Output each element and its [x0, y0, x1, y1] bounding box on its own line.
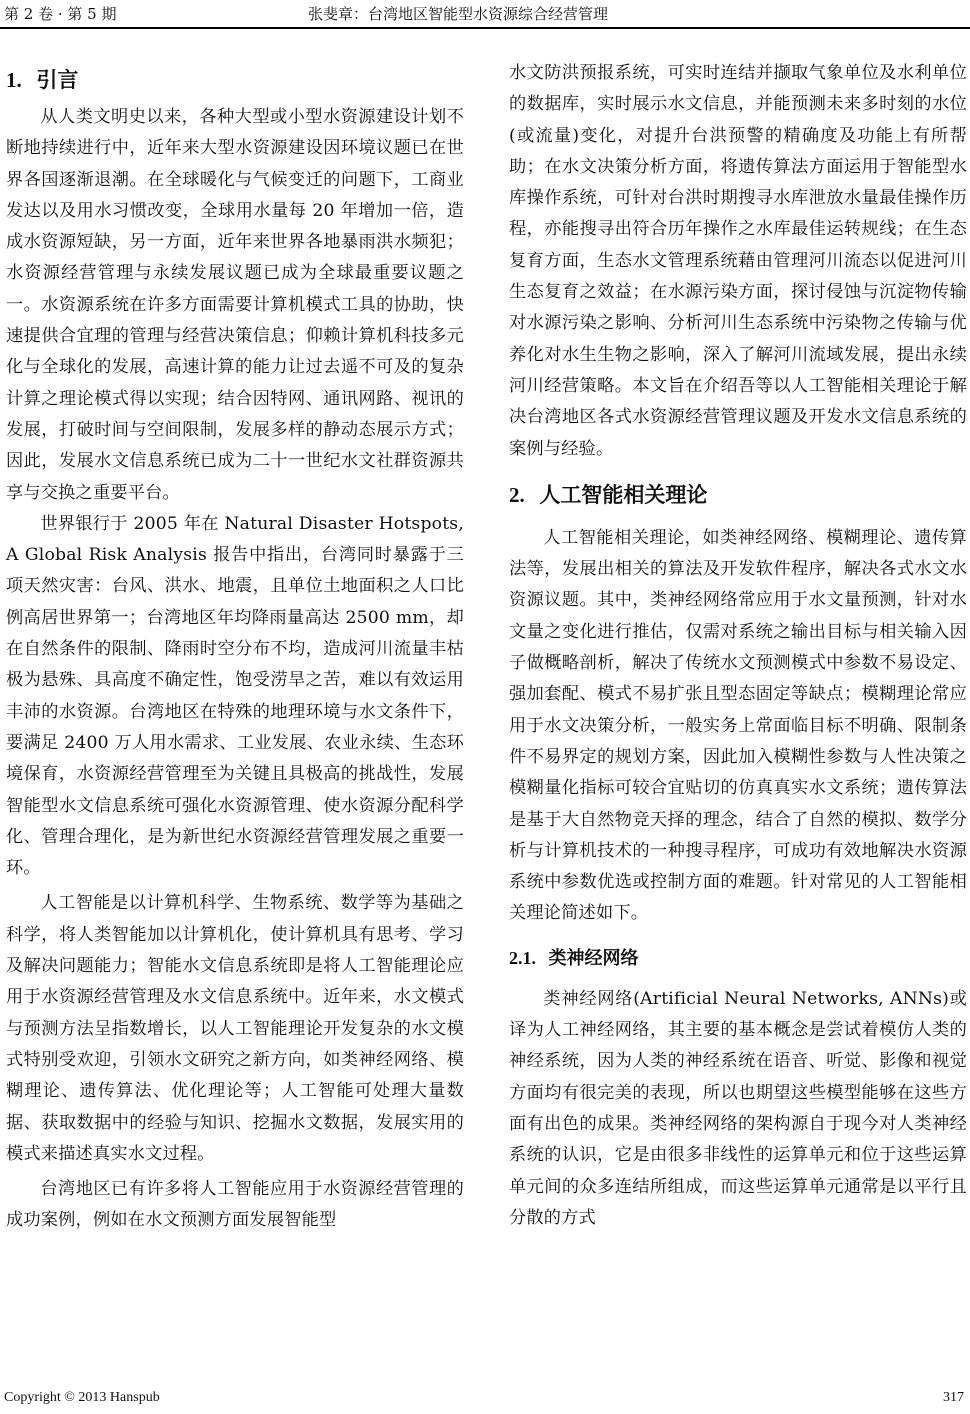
paragraph-intro-3: 人工智能是以计算机科学、生物系统、数学等为基础之科学，将人类智能加以计算机化，使计算机具有思考、学习及解决问题能力；智能水文信息系统即是将人工智能理论应用于水资源经营管理及水文信息系统中。近年来，水文模式与预测方法呈指数增长，以人工智能理论开发复杂的水文模式特别受欢迎，引领水文研究之新方向，如类神经网络、模糊理论、遗传算法、优化理论等；人工智能可处理大量数据、获取数据中的经验与知识、挖掘水文数据，发展实用的模式来描述真实水文过程。 [6, 893, 464, 1164]
subsection-title: 类神经网络 [548, 947, 639, 969]
right-column [509, 58, 967, 1234]
paragraph-intro-4-continued: 水文防洪预报系统，可实时连结并撷取气象单位及水利单位的数据库，实时展示水文信息，并能预测未来多时刻的水位(或流量)变化，对提升台洪预警的精确度及功能上有所帮助；在水文决策分析方面，将遗传算法方面运用于智能型水库操作系统，可针对台洪时期搜寻水库泄放水量最佳操作历程，亦能搜寻出符合历年操作之水库最佳运转规线；在生态复育方面，生态水文管理系统藉由管理河川流态以促进河川生态复育之效益；在水源污染方面，探讨侵蚀与沉淀物传输对水源污染之影响、分析河川生态系统中污染物之传输与优养化对水生生物之影响，深入了解河川流域发展，提出永续河川经营策略。本文旨在介绍吾等以人工智能相关理论于解决台湾地区各式水资源经营管理议题及开发水文信息系统的案例与经验。 [509, 63, 967, 459]
left-column [6, 58, 464, 1237]
subsection-heading-ann [509, 944, 967, 970]
paragraph-ann: 类神经网络(Artificial Neural Networks, ANNs)或译为人工神经网络，其主要的基本概念是尝试着模仿人类的神经系统，因为人类的神经系统在语音、听觉、影像和视觉方面均有很完美的表现，所以也期望这些模型能够在这些方面有出色的成果。类神经网络的架构源自于现今对人类神经系统的认识，它是由很多非线性的运算单元和位于这些运算单元间的众多连结所组成，而这些运算单元通常是以平行且分散的方式 [509, 988, 967, 1228]
section-number: 1. [6, 68, 22, 92]
section-title: 引言 [36, 68, 79, 92]
section-heading-ai-theory [509, 479, 967, 509]
section-heading-introduction [6, 64, 464, 94]
copyright-notice: Copyright © 2013 Hanspub [4, 1390, 160, 1405]
journal-volume-issue: 第 2 卷 · 第 5 期 [4, 5, 117, 23]
page-number: 317 [943, 1390, 964, 1405]
paragraph-intro-4: 台湾地区已有许多将人工智能应用于水资源经营管理的成功案例，例如在水文预测方面发展智能型 [6, 1179, 464, 1231]
paragraph-intro-1: 从人类文明史以来，各种大型或小型水资源建设计划不断地持续进行中，近年来大型水资源建设因环境议题已在世界各国逐渐退潮。在全球暖化与气候变迁的问题下，工商业发达以及用水习惯改变，全球用水量每 20 年增加一倍，造成水资源短缺，另一方面，近年来世界各地暴雨洪水频犯；水资源经营管理与永续发展议题已成为全球最重要议题之一。水资源系统在许多方面需要计算机模式工具的协助，快速提供合宜理的管理与经营决策信息；仰赖计算机科技多元化与全球化的发展，高速计算的能力让过去遥不可及的复杂计算之理论模式得以实现；结合因特网、通讯网路、视讯的发展，打破时间与空间限制，发展多样的静动态展示方式；因此，发展水文信息系统已成为二十一世纪水文社群资源共享与交换之重要平台。 [6, 107, 464, 503]
running-title: 张斐章：台湾地区智能型水资源综合经营管理 [308, 5, 609, 23]
paragraph-intro-2: 世界银行于 2005 年在 Natural Disaster Hotspots, A Global Risk Analysis 报告中指出，台湾同时暴露于三项天然灾害：台风、洪水、地震，且单位土地面积之人口比例高居世界第一；台湾地区年均降雨量高达 2500 mm，却在自然条件的限制、降雨时空分布不均，造成河川流量丰枯极为悬殊、具高度不确定性，饱受涝旱之苦，难以有效运用丰沛的水资源。台湾地区在特殊的地理环境与水文条件下，要满足 2400 万人用水需求、工业发展、农业永续、生态环境保育，水资源经营管理至为关键且具极高的挑战性，发展智能型水文信息系统可强化水资源管理、使水资源分配科学化、管理合理化，是为新世纪水资源经营管理发展之重要一环。 [6, 513, 464, 879]
subsection-number: 2.1. [509, 947, 536, 968]
running-header [0, 0, 970, 29]
paragraph-ai-theory: 人工智能相关理论，如类神经网络、模糊理论、遗传算法等，发展出相关的算法及开发软件程序，解决各式水文水资源议题。其中，类神经网络常应用于水文量预测，针对水文量之变化进行推估，仅需对系统之输出目标与相关输入因子做概略剖析，解决了传统水文预测模式中参数不易设定、强加套配、模式不易扩张且型态固定等缺点；模糊理论常应用于水文决策分析，一般实务上常面临目标不明确、限制条件不易界定的规划方案，因此加入模糊性参数与人性决策之模糊量化指标可较合宜贴切的仿真真实水文系统；遗传算法是基于大自然物竞天择的理念，结合了自然的模拟、数学分析与计算机技术的一种搜寻程序，可成功有效地解决水资源系统中参数优选或控制方面的难题。针对常见的人工智能相关理论简述如下。 [509, 527, 967, 924]
section-number: 2. [509, 482, 525, 507]
section-title: 人工智能相关理论 [539, 482, 708, 507]
